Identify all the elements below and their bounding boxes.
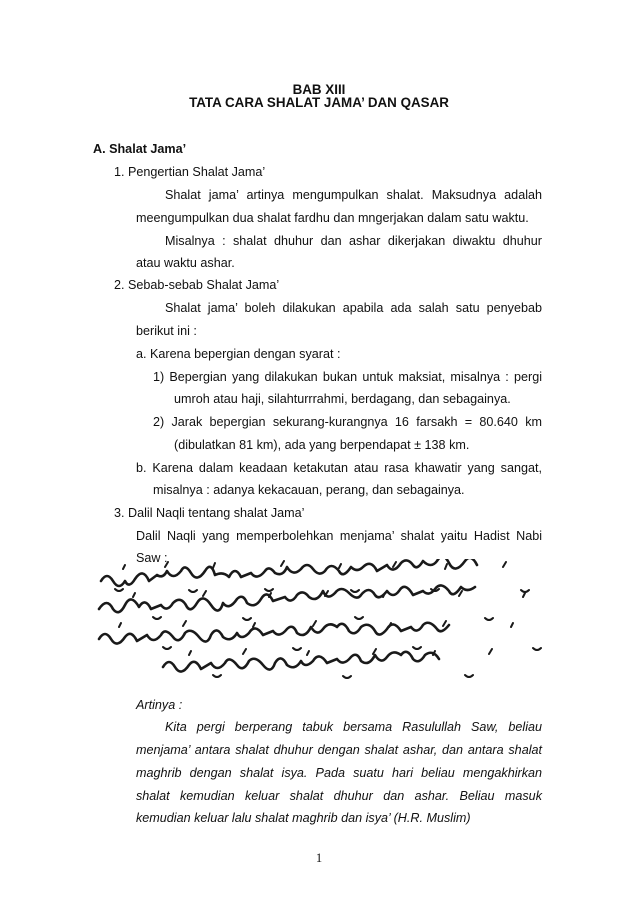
chapter-number: BAB XIII [292,82,346,97]
item2-heading: 2. Sebab-sebab Shalat Jama’ [114,278,280,292]
item2-paragraph-line: berikut ini : [136,324,197,338]
arabic-hadith-image [93,559,553,683]
subitem-a2-line: (dibulatkan 81 km), ada yang berpendapat ± 138 km. [174,438,470,452]
page-number: 1 [315,851,323,865]
translation-line: kemudian keluar lalu shalat maghrib dan isya’ (H.R. Muslim) [136,811,471,825]
translation-line: shalat kemudian keluar shalat dhuhur dan ashar. Beliau masuk [136,789,542,803]
item2-paragraph-line: Shalat jama’ boleh dilakukan apabila ada salah satu penyebab [165,301,542,315]
chapter-title: TATA CARA SHALAT JAMA’ DAN QASAR [189,95,449,110]
item1-paragraph-line: Misalnya : shalat dhuhur dan ashar dikerjakan diwaktu dhuhur [165,234,542,248]
subitem-b-line: b. Karena dalam keadaan ketakutan atau rasa khawatir yang sangat, [136,461,542,475]
subitem-a1-line: umroh atau haji, silahturrrahmi, berdagang, dan sebagainya. [174,392,511,406]
item1-paragraph-line: atau waktu ashar. [136,256,235,270]
subitem-a1-line: 1) Bepergian yang dilakukan bukan untuk maksiat, misalnya : pergi [153,370,542,384]
item1-paragraph-line: meengumpulkan dua shalat fardhu dan mngerjakan dalam satu waktu. [136,211,529,225]
subitem-b-line: misalnya : adanya kekacauan, perang, dan sebagainya. [153,483,465,497]
translation-line: maghrib dengan shalat isya. Pada suatu hari beliau mengakhirkan [136,766,542,780]
translation-line: Kita pergi berperang tabuk bersama Rasulullah Saw, beliau [165,720,542,734]
subitem-a2-line: 2) Jarak bepergian sekurang-kurangnya 16 farsakh = 80.640 km [153,415,542,429]
translation-line: menjama’ antara shalat dhuhur dengan shalat ashar, dan antara shalat [136,743,542,757]
section-heading: A. Shalat Jama’ [93,142,187,156]
item1-paragraph-line: Shalat jama’ artinya mengumpulkan shalat. Maksudnya adalah [165,188,542,202]
item3-paragraph-line: Saw : [136,551,168,565]
subitem-a: a. Karena bepergian dengan syarat : [136,347,341,361]
item3-heading: 3. Dalil Naqli tentang shalat Jama’ [114,506,305,520]
translation-label: Artinya : [136,698,183,712]
item3-paragraph-line: Dalil Naqli yang memperbolehkan menjama’ shalat yaitu Hadist Nabi [136,529,542,543]
item1-heading: 1. Pengertian Shalat Jama’ [114,165,266,179]
